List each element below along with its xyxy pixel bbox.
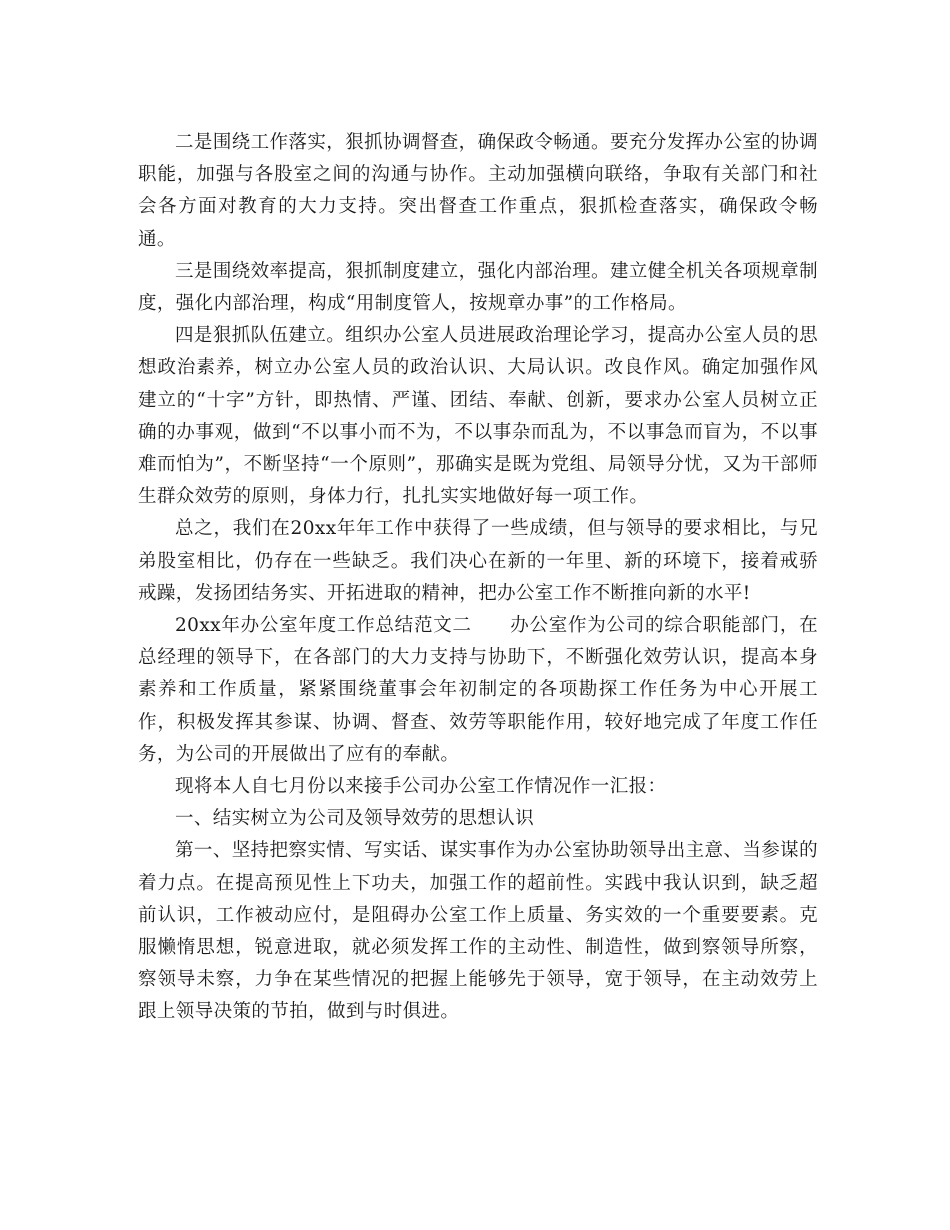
paragraph-report-intro: 现将本人自七月份以来接手公司办公室工作情况作一汇报：	[175, 776, 667, 798]
paragraph-sample-two-intro: 20xx年办公室年度工作总结范文二 办公室作为公司的综合职能部门，在总经理的领导下，在各部门的大力支持与协助下，不断强化效劳认识，提高本身素养和工作质量，紧紧围绕董事会年初制定的各项勘探工作任务为中心开展工作，积极发挥其参谋、协调、督查、效劳等职能作用，较好地完成了年度工作任务，为公司的开展做出了应有的奉献。	[138, 615, 818, 765]
paragraph-regulations: 三是围绕效率提高，狠抓制度建立，强化内部治理。建立健全机关各项规章制度，强化内部治理，构成“用制度管人，按规章办事”的工作格局。	[138, 260, 818, 315]
document-body	[138, 127, 818, 1029]
paragraph-conclusion: 总之，我们在20xx年年工作中获得了一些成绩，但与领导的要求相比，与兄弟股室相比，仍存在一些缺乏。我们决心在新的一年里、新的环境下，接着戒骄戒躁，发扬团结务实、开拓进取的精神，把办公室工作不断推向新的水平!	[138, 518, 818, 604]
paragraph-first-point: 第一、坚持把察实情、写实话、谋实事作为办公室协助领导出主意、当参谋的着力点。在提高预见性上下功夫，加强工作的超前性。实践中我认识到，缺乏超前认识，工作被动应付，是阻碍办公室工作上质量、务实效的一个重要要素。克服懒惰思想，锐意进取，就必须发挥工作的主动性、制造性，做到察领导所察，察领导未察，力争在某些情况的把握上能够先于领导，宽于领导，在主动效劳上跟上领导决策的节拍，做到与时俱进。	[138, 840, 818, 1023]
paragraph-supervision: 二是围绕工作落实，狠抓协调督查，确保政令畅通。要充分发挥办公室的协调职能，加强与各股室之间的沟通与协作。主动加强横向联络，争取有关部门和社会各方面对教育的大力支持。突出督查工作重点，狠抓检查落实，确保政令畅通。	[138, 132, 818, 250]
section-heading-one: 一、结实树立为公司及领导效劳的思想认识	[175, 808, 535, 830]
paragraph-team-building: 四是狠抓队伍建立。组织办公室人员进展政治理论学习，提高办公室人员的思想政治素养，树立办公室人员的政治认识、大局认识。改良作风。确定加强作风建立的“十字”方针，即热情、严谨、团结、奉献、创新，要求办公室人员树立正确的办事观，做到“不以事小而不为，不以事杂而乱为，不以事急而盲为，不以事难而怕为”，不断坚持“一个原则”，那确实是既为党组、局领导分忧，又为干部师生群众效劳的原则，身体力行，扎扎实实地做好每一项工作。	[138, 325, 818, 508]
